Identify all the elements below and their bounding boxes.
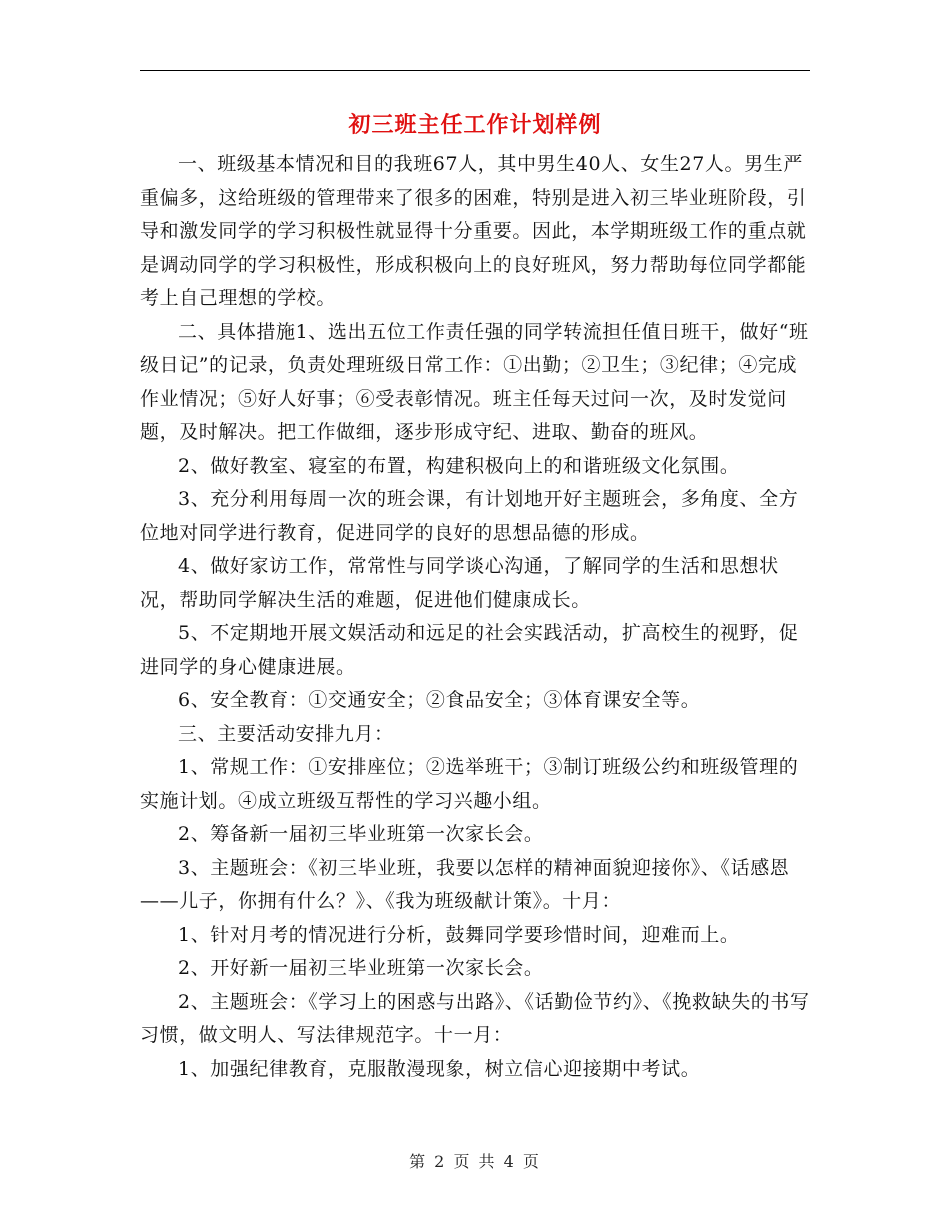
page-number: 第 2 页 共 4 页 — [409, 1152, 541, 1171]
paragraph-monthly-exam: 1、针对月考的情况进行分析，鼓舞同学要珍惜时间，迎难而上。 — [178, 923, 740, 946]
paragraph-class-meeting: 3、充分利用每周一次的班会课，有计划地开好主题班会，多角度、全方位地对同学进行教育，促进同学的良好的思想品德的形成。 — [140, 488, 799, 544]
document-title: 初三班主任工作计划样例 — [348, 112, 602, 138]
paragraph-class-situation: 一、班级基本情况和目的我班67人，其中男生40人、女生27人。男生严重偏多，这给班级的管理带来了很多的困难，特别是进入初三毕业班阶段，引导和激发同学的学习积极性就显得十分重要。因此，本学期班级工作的重点就是调动同学的学习积极性，形成积极向上的良好班风，努力帮助每位同学都能考上自己理想的学校。 — [140, 153, 807, 309]
paragraph-activities: 5、不定期地开展文娱活动和远足的社会实践活动，扩高校生的视野，促进同学的身心健康进展。 — [140, 622, 799, 678]
paragraph-parent-meeting-prep: 2、筹备新一届初三毕业班第一次家长会。 — [178, 823, 544, 845]
paragraph-routine-work: 1、常规工作：①安排座位；②选举班干；③制订班级公约和班级管理的实施计划。④成立班级互帮性的学习兴趣小组。 — [140, 756, 799, 812]
paragraph-schedule-heading: 三、主要活动安排九月： — [178, 722, 394, 745]
document-body — [140, 148, 812, 1086]
paragraph-classroom-layout: 2、做好教室、寝室的布置，构建积极向上的和谐班级文化氛围。 — [178, 454, 740, 477]
paragraph-parent-meeting: 2、开好新一届初三毕业班第一次家长会。 — [178, 957, 544, 979]
paragraph-home-visits: 4、做好家访工作，常常性与同学谈心沟通，了解同学的生活和思想状况，帮助同学解决生活的难题，促进他们健康成长。 — [140, 555, 779, 611]
paragraph-safety: 6、安全教育：①交通安全；②食品安全；③体育课安全等。 — [178, 689, 701, 711]
paragraph-theme-meetings-sept: 3、主题班会：《初三毕业班，我要以怎样的精神面貌迎接你》、《话感恩——儿子，你拥有什么？》、《我为班级献计策》。十月： — [140, 856, 790, 912]
header-rule — [140, 70, 810, 71]
paragraph-measures: 二、具体措施1、选出五位工作责任强的同学转流担任值日班干，做好“班级日记”的记录，负责处理班级日常工作：①出勤；②卫生；③纪律；④完成作业情况；⑤好人好事；⑥受表彰情况。班主任每天过问一次，及时发觉问题，及时解决。把工作做细，逐步形成守纪、进取、勤奋的班风。 — [140, 320, 809, 443]
paragraph-discipline: 1、加强纪律教育，克服散漫现象，树立信心迎接期中考试。 — [178, 1057, 701, 1080]
paragraph-theme-meetings-oct: 2、主题班会：《学习上的困惑与出路》、《话勤俭节约》、《挽救缺失的书写习惯，做文明人、写法律规范字。十一月： — [140, 990, 810, 1046]
